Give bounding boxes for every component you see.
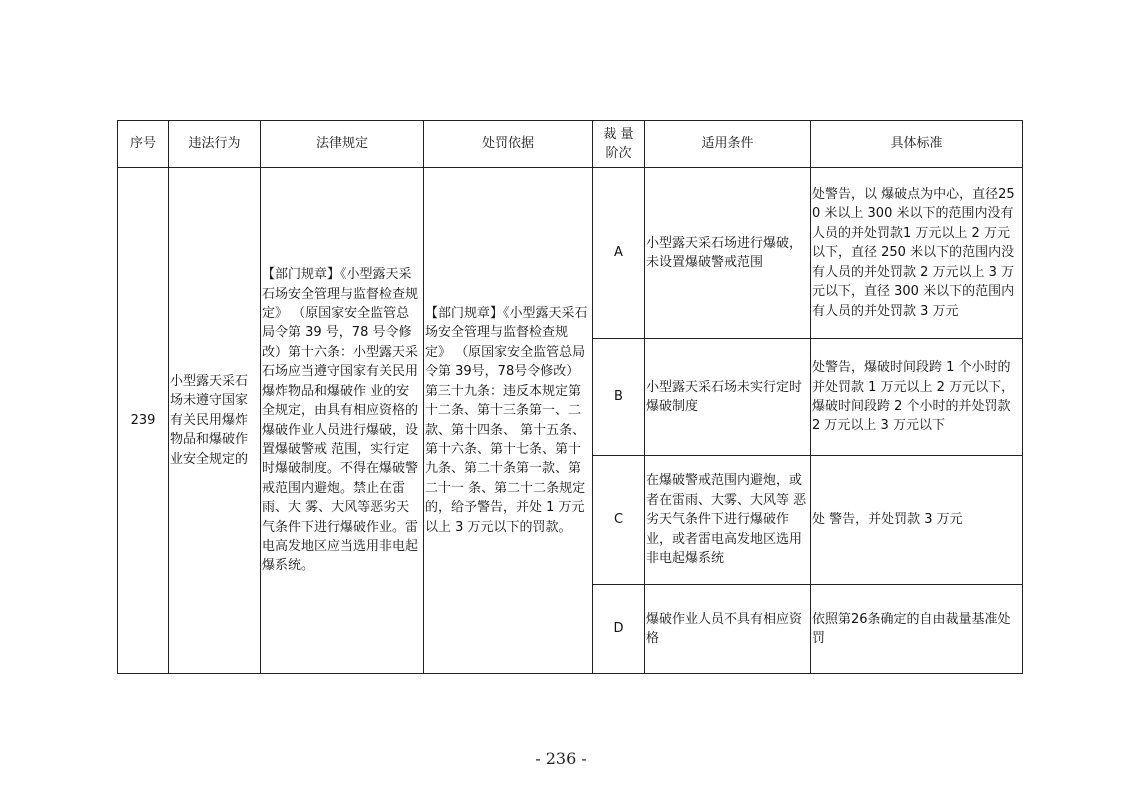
header-behavior: 违法行为 [169,121,261,168]
header-condition: 适用条件 [645,121,811,168]
condition-cell: 在爆破警戒范围内避炮，或者在雷雨、大雾、大风等 恶劣天气条件下进行爆破作业，或者雷电高发地区选用非电起爆系统 [645,456,811,585]
law-cell: 【部门规章】《小型露天采石场安全管理与监督检查规定》 （原国家安全监管总局令第 39 号，78 号令修改）第十六条：小型露天采石场应当遵守国家有关民用爆炸物品和爆破作 业的安全规定，由具有相应资格的爆破作业人员进行爆破，设置爆破警戒 范围，实行定时爆破制度。不得在爆破警戒范围内避炮。禁止在雷雨、大 雾、大风等恶劣天气条件下进行爆破作业。雷电高发地区应当选用非电起爆系统。 [261,168,424,674]
serial-cell: 239 [118,168,169,674]
header-level: 裁 量 阶次 [593,121,645,168]
penalty-standards-table [117,120,1023,674]
condition-cell: 小型露天采石场进行爆破，未设置爆破警戒范围 [645,168,811,339]
standard-cell: 处 警告，并处罚款 3 万元 [811,456,1023,585]
condition-cell: 爆破作业人员不具有相应资格 [645,585,811,674]
level-cell: A [593,168,645,339]
standard-cell: 处警告，爆破时间段跨 1 个小时的 并处罚款 1 万元以上 2 万元以下，爆破时间段跨 2 个小时的并处罚款 2 万元以上 3 万元以下 [811,339,1023,456]
level-cell: B [593,339,645,456]
header-law: 法律规定 [261,121,424,168]
page-number: - 236 - [535,749,587,768]
standard-cell: 处警告，以 爆破点为中心，直径250 米以上 300 米以下的范围内没有人员的并处罚款1 万元以上 2 万元以下，直径 250 米以下的范围内没有人员的并处罚款 2 万元以上 3 万元以下，直径 300 米以下的范围内有人员的并处罚款 3 万元 [811,168,1023,339]
basis-cell: 【部门规章】《小型露天采石场安全管理与监督检查规定》 （原国家安全监管总局令第 39号，78号令修改）第三十九条：违反本规定第十二条、第十三条第一、二款、第十四条、 第十五条、第十六条、第十七条、第十九条、第二十条第一款、第二十一 条、第二十二条规定的，给予警告，并处 1 万元以上 3 万元以下的罚款。 [424,168,593,674]
condition-cell: 小型露天采石场未实行定时爆破制度 [645,339,811,456]
standard-cell: 依照第26条确定的自由裁量基准处罚 [811,585,1023,674]
table-header-row [118,121,1023,168]
header-basis: 处罚依据 [424,121,593,168]
header-standard: 具体标准 [811,121,1023,168]
header-serial: 序号 [118,121,169,168]
level-cell: D [593,585,645,674]
behavior-cell: 小型露天采石场未遵守国家有关民用爆炸物品和爆破作业安全规定的 [169,168,261,674]
table-row [118,168,1023,339]
level-cell: C [593,456,645,585]
